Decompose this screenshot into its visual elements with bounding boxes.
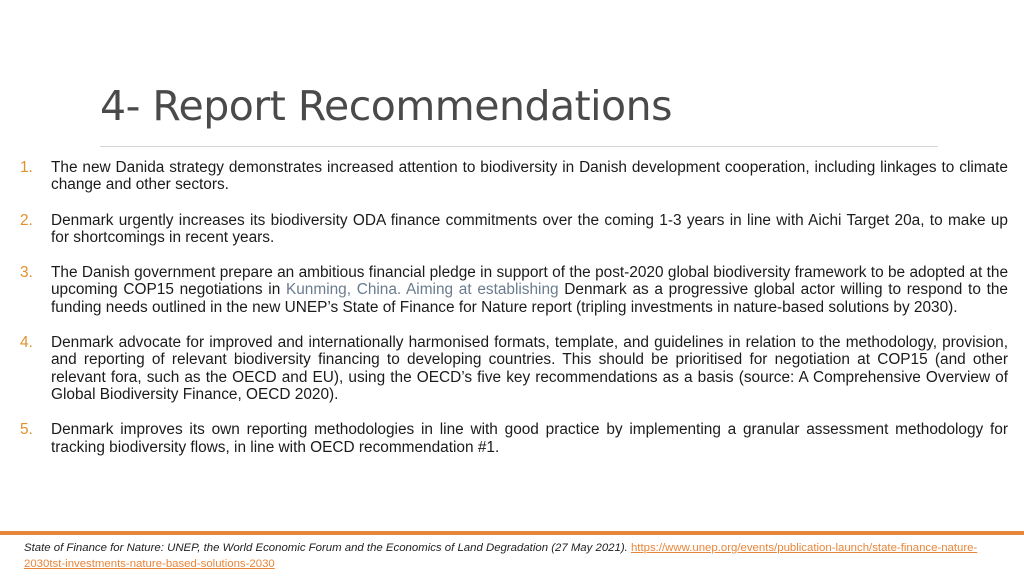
item-text-part: Denmark improves its own reporting methodologies in line with good practice by implementing a granular assessment methodology for tracking biodiversity flows, in line with OECD recommendation #1. [51,421,1008,456]
list-item [20,212,1008,247]
footer-citation [24,540,1014,572]
item-text [51,159,1008,194]
title-divider [100,146,938,147]
slide-title: 4- Report Recommendations [100,82,672,130]
item-number: 2. [20,211,33,229]
item-text [51,421,1008,456]
item-text [51,264,1008,316]
highlighted-text: Kunming, China. Aiming at establishing [285,281,559,299]
source-link[interactable]: https://www.unep.org/events/publication-launch/state-finance-nature-2030tst-investments-nature-based-solutions-2030 [24,542,978,570]
item-text-part: The Danish government prepare an ambitious financial pledge in support of the post-2020 global biodiversity framework to be adopted at the upcoming COP15 negotiations in [51,264,1008,299]
item-number: 1. [20,159,33,176]
item-text-part: Denmark as a progressive global actor willing to respond to the funding needs outlined in the new UNEP’s State of Finance for Nature report (tripling investments in nature-based solutions by 2030). [51,281,1008,316]
list-item [20,159,1008,194]
item-text [51,212,1008,247]
item-text-part: The new Danida strategy demonstrates increased attention to biodiversity in Danish development cooperation, including linkages to climate change and other sectors. [51,159,1008,194]
list-item [20,264,1008,316]
item-text-part: Denmark urgently increases its biodiversity ODA finance commitments over the coming 1-3 years in line with Aichi Target 20a, to make up for shortcomings in recent years. [51,211,1008,246]
item-number: 5. [20,421,33,439]
item-text-part: Denmark advocate for improved and internationally harmonised formats, template, and guidelines in relation to the methodology, provision, and reporting of relevant biodiversity financing to developing countries. This should be prioritised for negotiation at COP15 (and other relevant fora, such as the OECD and EU), using the OECD’s five key recommendations as a basis (source: A Comprehensive Overview of Global Biodiversity Finance, OECD 2020). [51,334,1008,403]
recommendations-list [20,159,1008,456]
list-item [20,334,1008,403]
item-number: 3. [20,264,33,282]
item-number: 4. [20,334,33,352]
item-text [51,334,1008,403]
citation-text: State of Finance for Nature: UNEP, the World Economic Forum and the Economics of Land Degradation (27 May 2021). [24,542,631,554]
list-item [20,421,1008,456]
